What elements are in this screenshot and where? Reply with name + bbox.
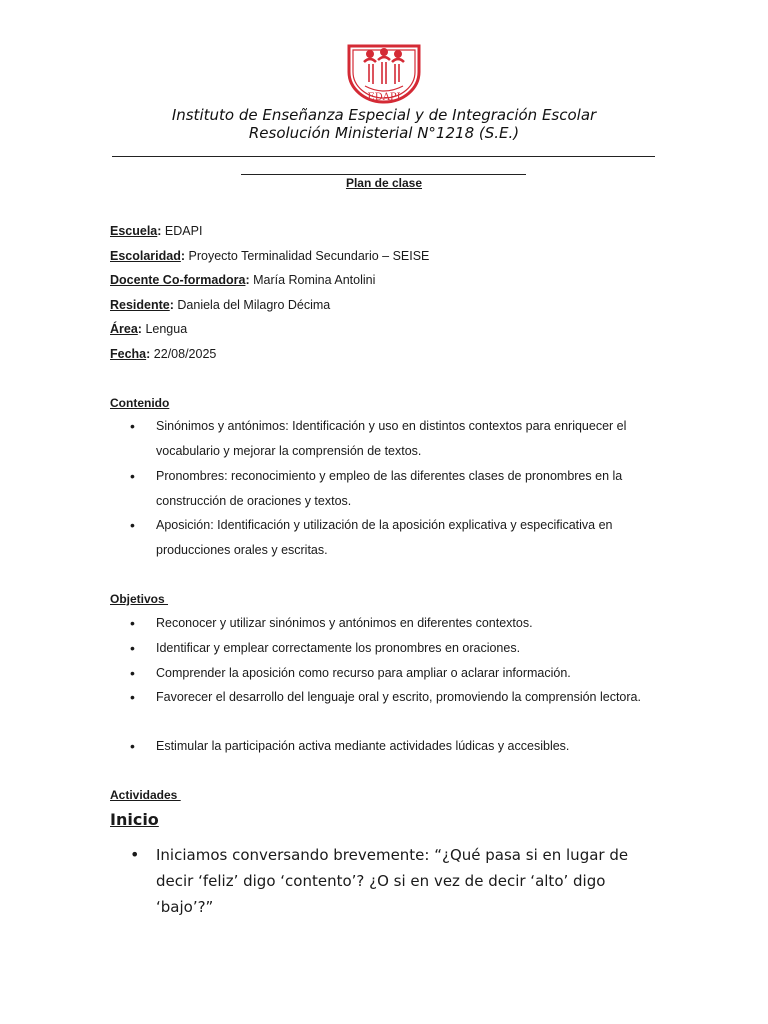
bullet-icon: • [130,665,135,681]
field-separator: : [157,224,162,238]
list-item-text: Comprender la aposición como recurso para ampliar o aclarar información. [156,666,571,680]
bullet-icon: • [130,615,135,631]
bullet-icon: • [130,845,140,864]
actividades-heading: Actividades [110,788,181,802]
list-item-text: Sinónimos y antónimos: Identificación y uso en distintos contextos para enriquecer el vocabulario y mejorar la comprensión de textos. [156,419,627,458]
list-item [130,414,650,463]
field-value: Lengua [141,322,188,336]
field-separator: : [137,322,142,336]
institute-name: Instituto de Enseñanza Especial y de Integración Escolar [171,106,597,124]
list-item-text: Aposición: Identificación y utilización de la aposición explicativa y especificativa en producciones orales y escritas. [156,518,613,557]
list-item-text: Reconocer y utilizar sinónimos y antónimos en diferentes contextos. [156,616,533,630]
list-item [130,464,650,513]
list-item-text: Favorecer el desarrollo del lenguaje oral y escrito, promoviendo la comprensión lectora. [156,690,641,704]
field-value: Daniela del Milagro Décima [173,298,331,312]
header-rule [112,156,655,157]
field-value: María Romina Antolini [249,273,376,287]
list-item [130,513,650,562]
list-item [130,661,650,686]
info-field [110,347,216,361]
bullet-icon: • [130,468,135,484]
field-label: Escuela [110,224,158,238]
field-separator: : [169,298,174,312]
objetivos-heading: Objetivos [110,592,169,606]
inicio-heading: Inicio [110,810,159,829]
field-value: 22/08/2025 [150,347,217,361]
field-separator: : [180,249,186,263]
info-field [110,249,429,263]
field-label: Fecha [110,347,147,361]
field-label: Residente [110,298,170,312]
info-field [110,322,187,336]
field-label: Área [110,322,138,336]
logo-text: EDAPI [367,92,401,103]
field-value: Proyecto Terminalidad Secundario – SEISE [185,249,430,263]
list-item [130,636,650,661]
bullet-icon: • [130,418,135,434]
resolution-line: Resolución Ministerial N°1218 (S.E.) [248,124,520,142]
document-title: Plan de clase [345,176,423,190]
list-item [130,685,650,710]
field-label: Escolaridad [110,249,181,263]
list-item-text: Estimular la participación activa mediante actividades lúdicas y accesibles. [156,739,570,753]
field-separator: : [245,273,250,287]
header-rule-short [241,174,526,175]
bullet-icon: • [130,517,135,533]
list-item-text: Pronombres: reconocimiento y empleo de las diferentes clases de pronombres en la construcción de oraciones y textos. [156,469,623,508]
bullet-icon: • [130,689,135,705]
list-item-text: Iniciamos conversando brevemente: “¿Qué pasa si en lugar de decir ‘feliz’ digo ‘contento’? ¿O si en vez de decir ‘alto’ digo ‘bajo’?” [156,846,629,916]
list-item [130,611,650,636]
edapi-logo [343,42,425,104]
field-label: Docente Co-formadora [110,273,246,287]
field-separator: : [146,347,151,361]
contenido-heading: Contenido [110,396,170,410]
list-item-text: Identificar y emplear correctamente los pronombres en oraciones. [156,641,521,655]
bullet-icon: • [130,738,135,754]
info-field [110,224,202,238]
bullet-icon: • [130,640,135,656]
info-field [110,298,330,312]
field-value: EDAPI [161,224,203,238]
list-item [130,734,650,759]
info-field [110,273,375,287]
list-item [130,842,660,920]
